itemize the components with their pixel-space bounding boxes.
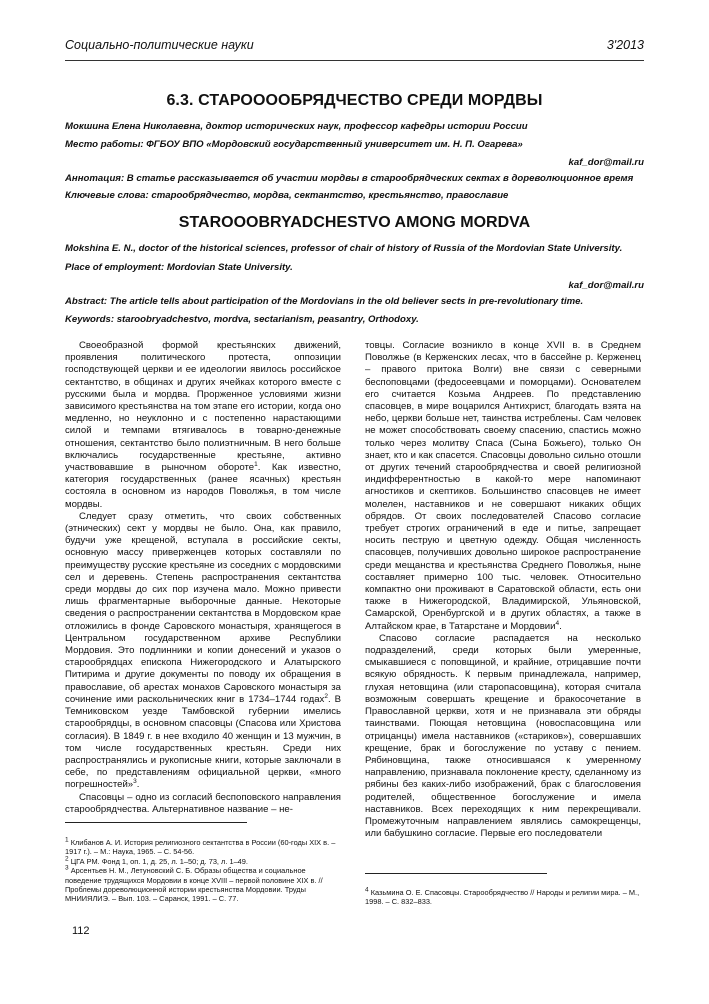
abstract-en: Abstract: The article tells about participation of the Mordovians in the old believer sects in pre-revolutionary time. — [65, 296, 584, 307]
paragraph: Своеобразной формой крестьянских движений, проявления политического протеста, оппозиции господствующей церкви и ее идеологии явилось российское сектантство, в общинах и других ячейках которого вместе с русскими была и мордва. Прорженное условиями жизни зависимого крестьянства на том этапе его истории, когда оно медленно, но неуклонно и с постепенно нарастающими силой и темпами втягивалось в товарно-денежные отношения, сектантство было полиэтничным. В него больше включались государственные крестьяне, активно участвовавшие в рыночном обороте$^1$. Как известно, категория государственных (ранее ясачных) крестьян состояла в основном из народов Поволжья, в том числе мордвы. — [65, 340, 341, 510]
keywords-en: Keywords: staroobryadchestvo, mordva, sectarianism, peasantry, Orthodoxy. — [65, 314, 419, 325]
footnote: $^2$ ЦГА РМ. Фонд 1, оп. 1, д. 25, л. 1–50; д. 73, л. 1–49. — [65, 855, 248, 866]
running-header — [65, 38, 644, 58]
paragraph: Спасовцы – одно из согласий беспоповского направления старообрядчества. Альтернативное название – не- — [65, 791, 341, 815]
workplace-ru: Место работы: ФГБОУ ВПО «Мордовский государственный университет им. Н. П. Огарева» — [65, 139, 523, 150]
footnote-ref: 4 — [555, 619, 560, 627]
footnotes-right — [365, 888, 641, 907]
journal-name: Социально-политические науки — [65, 38, 254, 52]
article-title-en: STAROOOBRYADCHESTVO AMONG MORDVA — [178, 214, 531, 231]
footnote: $^1$ Клибанов А. И. История религиозного сектантства в России (60-годы XIX в. – 1917 г.). – М.: Наука, 1965. – С. 54-56. — [65, 836, 336, 857]
paragraph: товцы. Согласие возникло в конце XVII в. в Среднем Поволжье (в Керженских лесах, что в бассейне р. Керженец – правого притока Волги) вне связи с северными беспоповцами (федосеевцами и поморцами). Основателем его считается Козьма Андреев. По представлению спасовцев, в мире воцарился Антихрист, благодать взята на небо, церкви больше нет, таинства истреблены. Сам человек не может способствовать своему спасению, спастись можно только через молитву Спаса (Сына Божьего), только Он знает, кто и как спасется. Спасовцы довольно сильно отошли от других течений старообрядчества и своей религиозной индифферентностью в какой-то мере напоминают агностиков и скептиков. Большинство спасовцев не имеет молелен, наставников и не совершают никаких общих обрядов. От своих последователей Спасово согласие требует строгих ограничений в еде и питье, запрещает носить пеструю и цветную одежду. Общая численность спасовцев, получивших довольно широкое распространение среди мещанства и крестьянства Среднего Поволжья, ныне составляет примерно 100 тыс. человек. Относительно компактно они проживают в Саратовской области, есть они также в Нижегородской, Владимирской, Ульяновской, Самарской, Оренбургской и в других областях, а также в Алтайском крае, в Татарстане и Мордовии$^4$. — [365, 340, 641, 632]
body-column-right — [365, 340, 641, 840]
article-title-ru: 6.3. СТАРООООБРЯДЧЕСТВО СРЕДИ МОРДВЫ — [166, 92, 543, 109]
footnote-rule-left — [65, 822, 247, 823]
footnote: $^4$ Казьмина О. Е. Спасовцы. Старообрядчество // Народы и религии мира. – М., 1998. – С. 832–833. — [365, 886, 640, 907]
footnote-ref: 2 — [324, 692, 328, 700]
paragraph: Следует сразу отметить, что своих собственных (этнических) сект у мордвы не было. Она, как правило, будучи уже крещеной, вступала в российские секты, основную массу приверженцев которых составляли по преимуществу русские крестьяне из соседних с мордовскими сел и деревень. Степень распространения сектантства среди мордвы до сих пор изучена мало. Можно привести лишь фрагментарные выборочные данные. Некоторые сведения о распространении сектантства в Мордовском крае отложились в фонде Саровского монастыря, хранящегося в Центральном государственном архиве Республики Мордовия. Это подлинники и копии донесений и указов о старообрядцах епископа Нижегородского и Алатырского Питирима и другие документы по поводу их обращения в православие, об арестах монахов Саровского монастыря за сочинение ими раскольнических книг в 1734–1744 годах$^2$. В Темниковском уезде Тамбовской губернии имелись старообрядцы, в основном спасовцы (Спасова или Христова согласия). В 1849 г. в нее входило 40 женщин и 13 мужчин, в том числе государственных крестьян. Среди них распространялись и рукописные книги, которые заключали в себе, по представлениям официальной церкви, «много погрешностей»$^3$. — [65, 510, 341, 791]
issue-number: 3'2013 — [606, 38, 644, 52]
header-rule — [65, 60, 644, 61]
footnote: $^3$ Арсентьев Н. М., Летуновский С. Б. Образы общества и социальное поведение трудящихся Мордовии в конце XVIII – первой половине XIX в. // Проблемы дореволюционной истории крестьянства Мордовии. Труды МНИИЯЛИЭ. – Вып. 103. – Саранск, 1991. – С. 77. — [65, 864, 323, 904]
paragraph: Спасово согласие распадается на несколько подразделений, среди которых были умеренные, смыкавшиеся с поповщиной, и крайние, отрицавшие почти всякую обрядность. К первым принадлежала, например, глухая нетовщина (или старопасовщина), которая считала возможным совершать крещение и бракосочетание в Православной церкви, хотя и не признавала эти обряды таинствами. Поющая нетовщина (новоспасовщина или отрицанцы) имела наставников («стариков»), совершавших крещение, брак и богослужение по уставу с пением. Рябиновщина, также относившаяся к умеренному направлению, признавала поклонение кресту, сделанному из рябины без каких-либо изображений, брак с благословения родителей, общественное богослужение и имела наставников. Всех переходящих к ним перекрещивали. Промежуточным направлением являлись самокрещенцы, или бабушкино согласие. Первые его последователи — [365, 632, 641, 840]
footnotes-left — [65, 838, 341, 904]
keywords-ru: Ключевые слова: старообрядчество, мордва, сектантство, крестьянство, православие — [65, 190, 509, 201]
page-number: 112 — [72, 925, 90, 937]
email-en[interactable]: kaf_dor@mail.ru — [568, 280, 644, 291]
body-column-left — [65, 340, 341, 816]
abstract-ru: Аннотация: В статье рассказывается об участии мордвы в старообрядческих сектах в дореволюционное время — [65, 173, 634, 184]
workplace-en: Place of employment: Mordovian State University. — [65, 262, 293, 273]
footnote-ref: 1 — [254, 460, 258, 468]
email-ru[interactable]: kaf_dor@mail.ru — [568, 157, 644, 168]
footnote-ref: 3 — [133, 778, 137, 786]
footnote-rule-right — [365, 873, 547, 874]
author-ru: Мокшина Елена Николаевна, доктор исторических наук, профессор кафедры истории России — [65, 121, 528, 132]
author-en: Mokshina E. N., doctor of the historical sciences, professor of chair of history of Russia of the Mordovian State University. — [65, 243, 623, 254]
